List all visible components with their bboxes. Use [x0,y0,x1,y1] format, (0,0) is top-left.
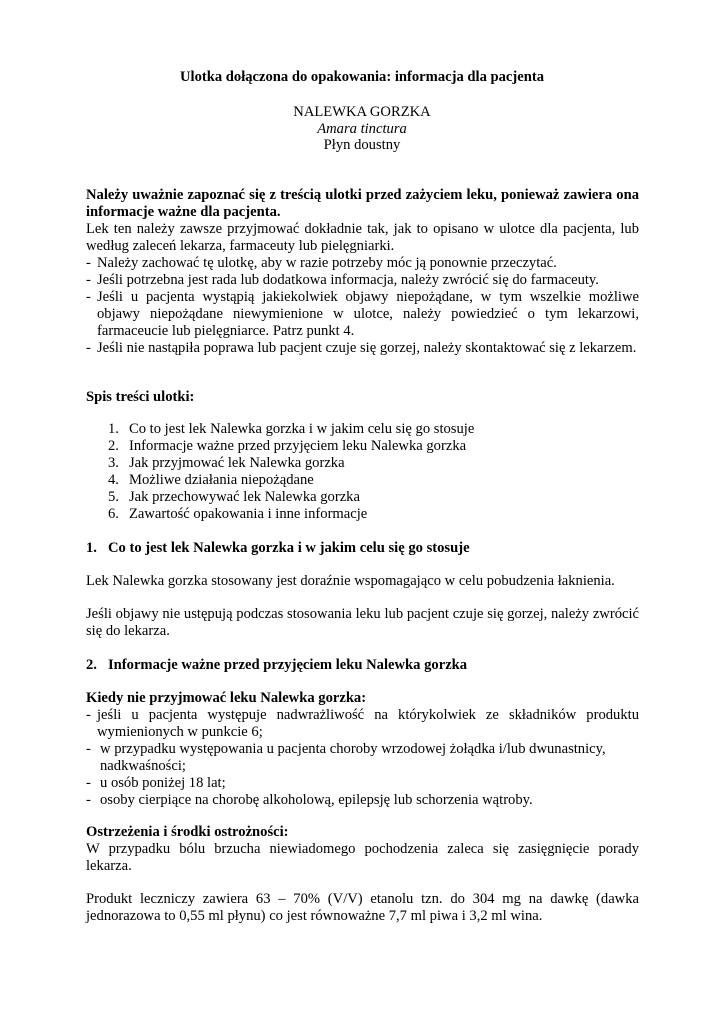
bullet-marker: - [86,775,91,791]
when-not-list [86,707,639,809]
section-title: Informacje ważne przed przyjęciem leku Nalewka gorzka [108,657,468,673]
bullet-marker: - [86,741,91,757]
section-2-heading [86,657,639,674]
list-item-text: Należy zachować tę ulotkę, aby w razie potrzeby móc ją ponownie przeczytać. [97,255,557,271]
bullet-marker: - [86,792,91,808]
toc-item [108,489,638,506]
list-item [86,775,639,792]
bullet-marker: - [86,272,91,288]
bullet-marker: - [86,255,91,271]
bullet-marker: - [86,707,91,723]
list-item-text: Jeśli nie nastąpiła poprawa lub pacjent czuje się gorzej, należy skontaktować się z lekarzem. [97,340,637,356]
list-item [86,289,639,340]
section-1-heading [86,540,639,557]
list-item-text: Jeśli potrzebna jest rada lub dodatkowa informacja, należy zwrócić się do farmaceuty. [97,272,599,288]
toc-label: Co to jest lek Nalewka gorzka i w jakim celu się go stosuje [129,421,475,437]
bullet-marker: - [86,340,91,356]
toc-heading: Spis treści ulotki: [86,389,195,405]
list-item-text: w przypadku występowania u pacjenta choroby wrzodowej żołądka i/lub dwunastnicy, nadkwaśności; [100,741,606,774]
dosage-form: Płyn doustny [323,137,401,153]
toc-number: 2. [108,438,119,454]
section-1-p1: Lek Nalewka gorzka stosowany jest doraźnie wspomagająco w celu pobudzenia łaknienia. [86,573,615,589]
list-item-text: Jeśli u pacjenta wystąpią jakiekolwiek objawy niepożądane, w tym wszelkie możliwe objawy niepożądane niewymienione w ulotce, należy powiedzieć o tym lekarzowi, farmaceucie lub pielęgniarce. Patrz punkt 4. [97,289,639,339]
warnings-paragraph-1: W przypadku bólu brzucha niewiadomego pochodzenia zaleca się zasięgnięcie porady lekarza. [86,841,639,874]
toc-number: 4. [108,472,119,488]
toc-label: Informacje ważne przed przyjęciem leku Nalewka gorzka [129,438,467,454]
list-item [86,340,639,357]
product-name: NALEWKA GORZKA [293,104,431,120]
toc-item [108,506,638,523]
toc-item [108,421,638,438]
latin-name: Amara tinctura [317,121,407,137]
intro-bullet-list [86,255,639,357]
toc-label: Jak przechowywać lek Nalewka gorzka [129,489,360,505]
warnings-heading: Ostrzeżenia i środki ostrożności: [86,824,289,840]
toc-item [108,438,638,455]
toc-number: 6. [108,506,119,522]
when-not-heading: Kiedy nie przyjmować leku Nalewka gorzka: [86,690,367,706]
toc-item [108,455,638,472]
list-item [86,707,639,741]
section-number: 2. [86,657,97,673]
list-item [86,272,639,289]
toc-list [108,421,638,523]
toc-label: Możliwe działania niepożądane [129,472,314,488]
toc-number: 5. [108,489,119,505]
toc-item [108,472,638,489]
section-1-p2: Jeśli objawy nie ustępują podczas stosowania leku lub pacjent czuje się gorzej, należy zwrócić się do lekarza. [86,606,639,639]
section-title: Co to jest lek Nalewka gorzka i w jakim celu się go stosuje [108,540,470,556]
toc-number: 3. [108,455,119,471]
list-item [86,792,639,809]
intro-paragraph: Lek ten należy zawsze przyjmować dokładnie tak, jak to opisano w ulotce dla pacjenta, lub według zaleceń lekarza, farmaceuty lub pielęgniarki. [86,221,639,254]
warnings-paragraph-2: Produkt leczniczy zawiera 63 – 70% (V/V) etanolu tzn. do 304 mg na dawkę (dawka jednorazowa to 0,55 ml płynu) co jest równoważne 7,7 ml piwa i 3,2 ml wina. [86,891,639,924]
list-item [86,255,639,272]
list-item-text: osoby cierpiące na chorobę alkoholową, epilepsję lub schorzenia wątroby. [100,792,533,808]
toc-label: Zawartość opakowania i inne informacje [129,506,368,522]
section-number: 1. [86,540,97,556]
intro-warning: Należy uważnie zapoznać się z treścią ulotki przed zażyciem leku, ponieważ zawiera ona informacje ważne dla pacjenta. [86,187,639,220]
toc-number: 1. [108,421,119,437]
list-item-text: jeśli u pacjenta występuje nadwrażliwość na którykolwiek ze składników produktu wymienionych w punkcie 6; [97,707,639,740]
leaflet-title: Ulotka dołączona do opakowania: informacja dla pacjenta [179,69,545,85]
toc-label: Jak przyjmować lek Nalewka gorzka [129,455,345,471]
list-item-text: u osób poniżej 18 lat; [100,775,226,791]
bullet-marker: - [86,289,91,305]
list-item [86,741,639,775]
